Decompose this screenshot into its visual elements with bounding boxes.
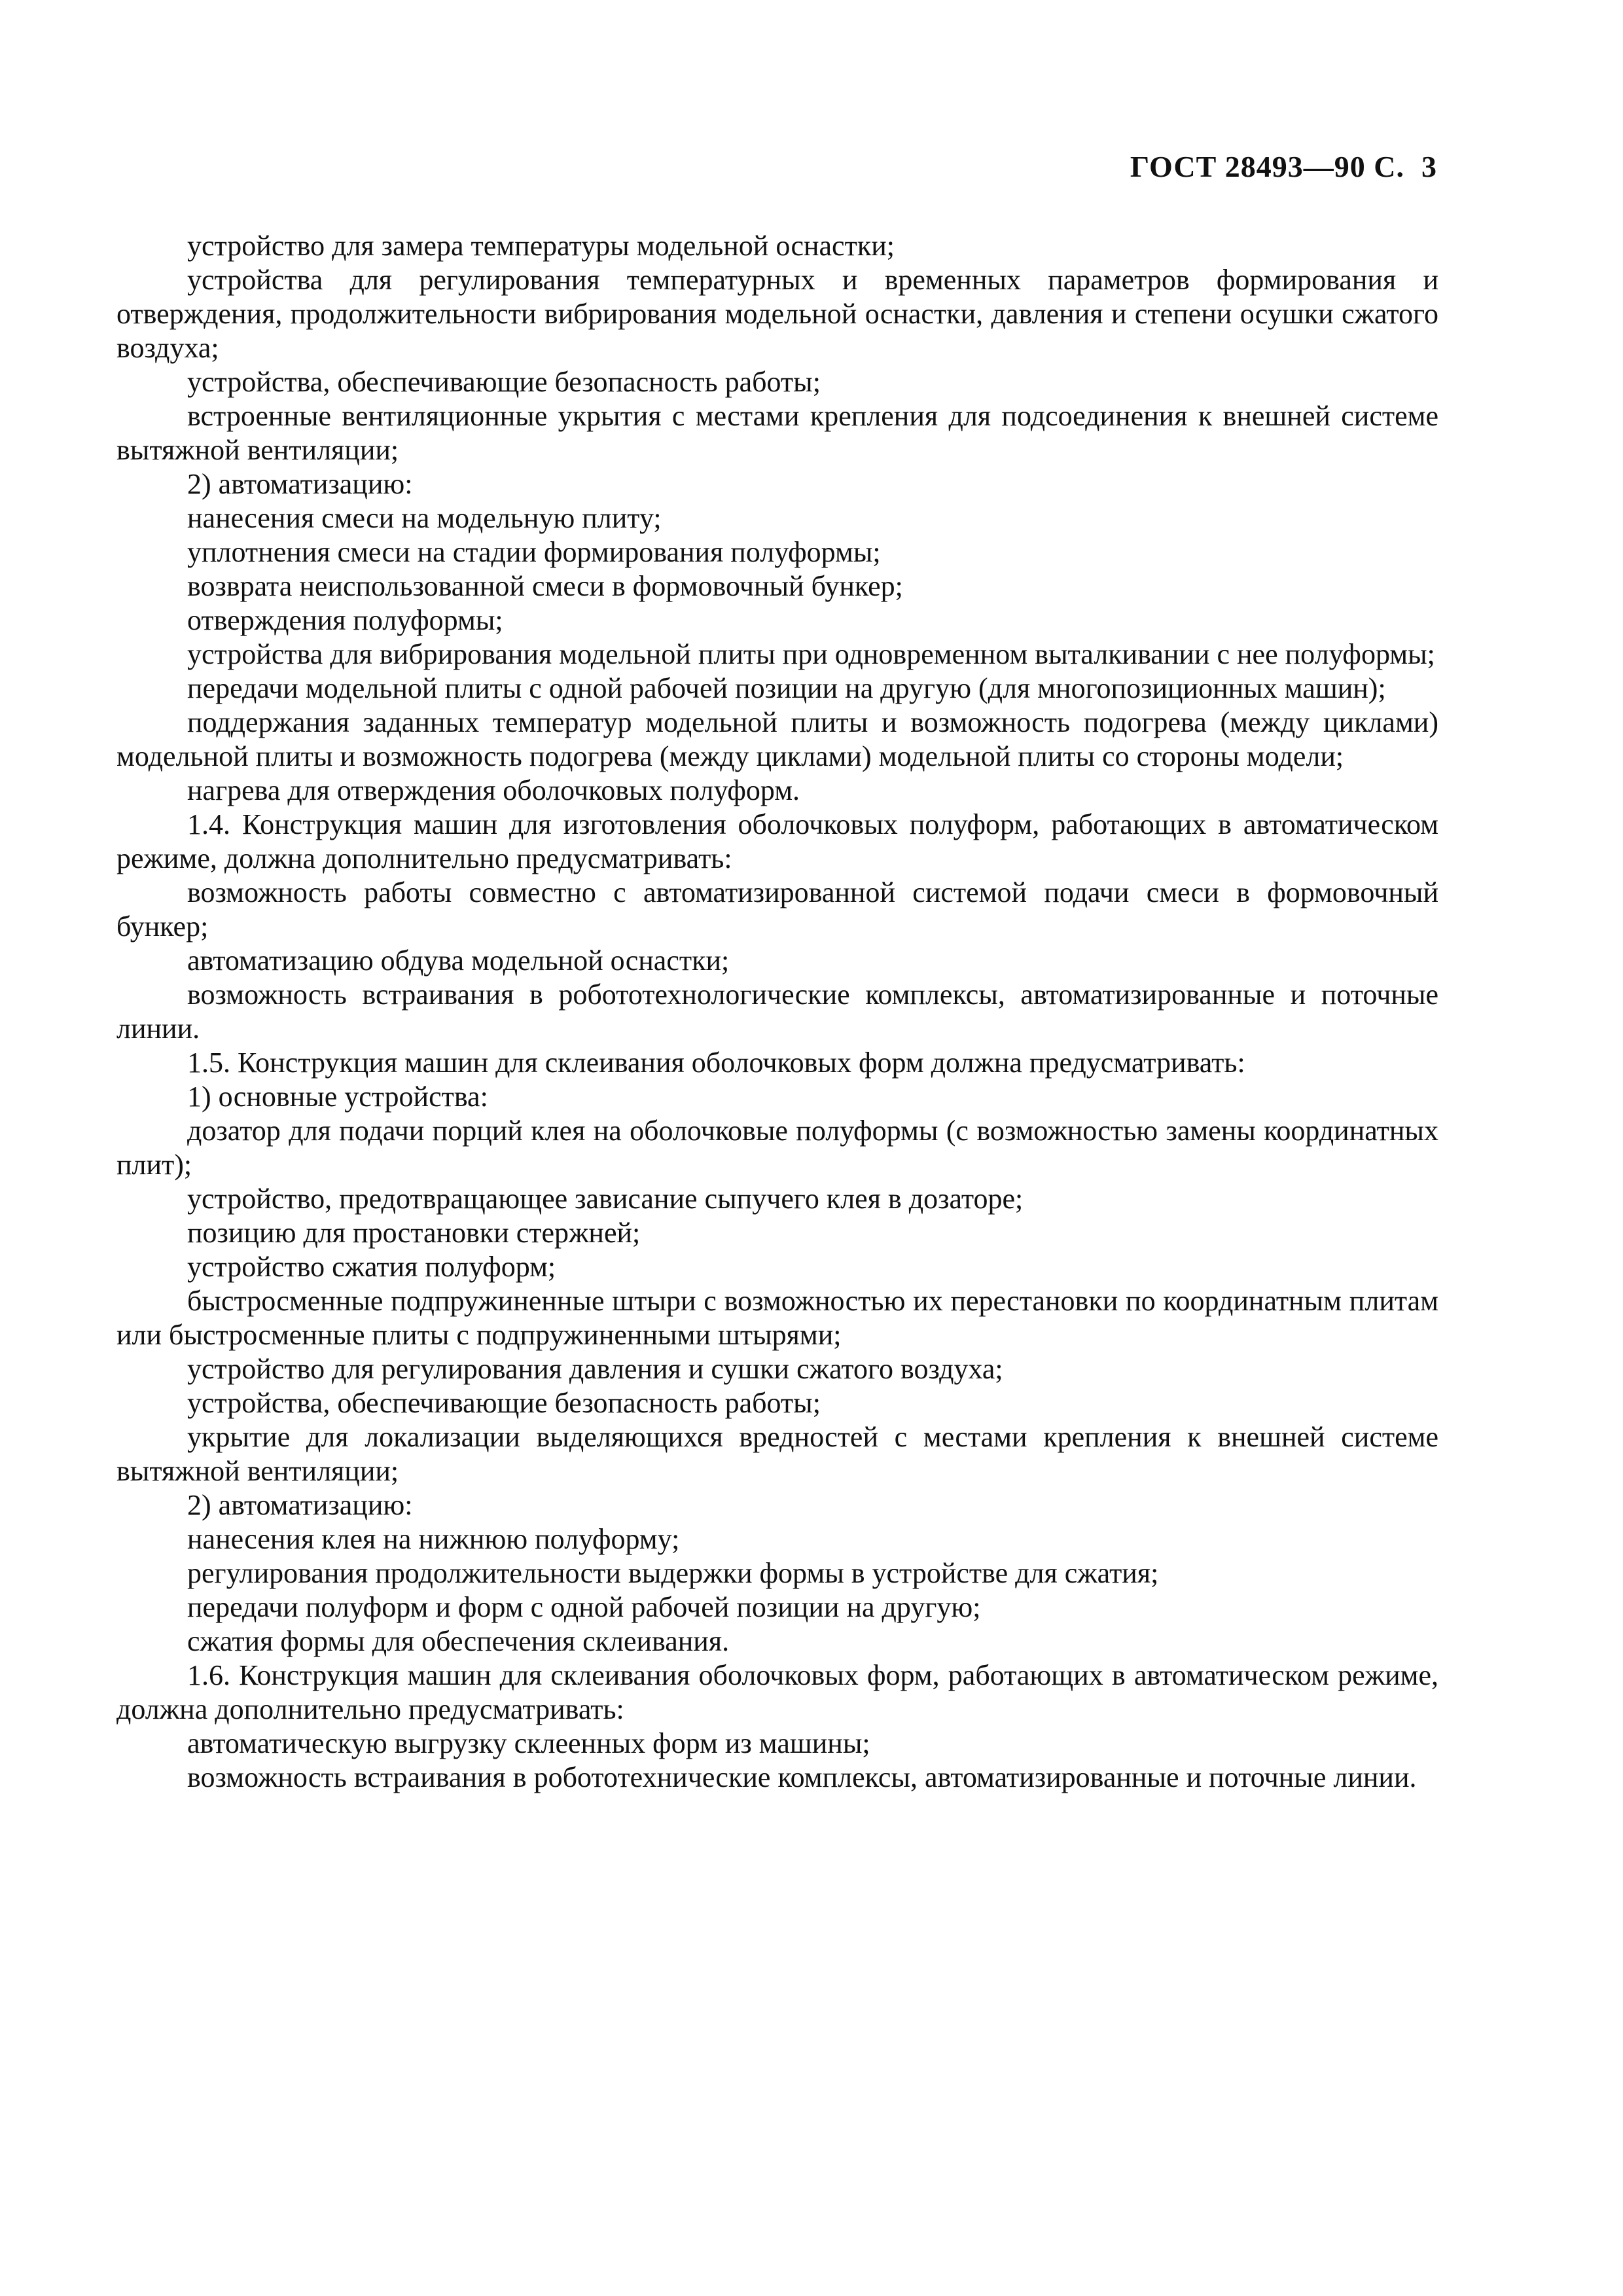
- paragraph: сжатия формы для обеспечения склеивания.: [187, 1625, 730, 1657]
- page-header: [1130, 149, 1437, 184]
- paragraph: быстросменные подпружиненные штыри с возможностью их перестановки по координатным плитам или быстросменные плиты с подпружиненными штырями;: [116, 1285, 1438, 1351]
- paragraph: нанесения смеси на модельную плиту;: [187, 502, 662, 534]
- paragraph: нагрева для отверждения оболочковых полуформ.: [187, 774, 800, 806]
- paragraph: передачи модельной плиты с одной рабочей позиции на другую (для многопозиционных машин);: [187, 672, 1386, 704]
- paragraph: укрытие для локализации выделяющихся вредностей с местами крепления к внешней системе вытяжной вентиляции;: [116, 1421, 1438, 1487]
- paragraph: устройства для регулирования температурных и временных параметров формирования и отверждения, продолжительности вибрирования модельной оснастки, давления и степени осушки сжатого воздуха;: [116, 264, 1438, 364]
- paragraph: отверждения полуформы;: [187, 604, 503, 636]
- paragraph: уплотнения смеси на стадии формирования полуформы;: [187, 536, 881, 568]
- list-heading: 2) автоматизацию:: [187, 468, 413, 500]
- paragraph: автоматизацию обдува модельной оснастки;: [187, 944, 730, 977]
- paragraph: возврата неиспользованной смеси в формовочный бункер;: [187, 570, 903, 602]
- paragraph: встроенные вентиляционные укрытия с местами крепления для подсоединения к внешней системе вытяжной вентиляции;: [116, 400, 1438, 466]
- paragraph: возможность работы совместно с автоматизированной системой подачи смеси в формовочный бункер;: [116, 876, 1438, 942]
- paragraph: дозатор для подачи порций клея на оболочковые полуформы (с возможностью замены координатных плит);: [116, 1115, 1438, 1181]
- paragraph: нанесения клея на нижнюю полуформу;: [187, 1523, 680, 1555]
- paragraph: устройства для вибрирования модельной плиты при одновременном выталкивании с нее полуформы;: [187, 638, 1435, 670]
- paragraph: передачи полуформ и форм с одной рабочей позиции на другую;: [187, 1591, 981, 1623]
- paragraph: устройство для замера температуры модельной оснастки;: [187, 230, 895, 262]
- paragraph: позицию для простановки стержней;: [187, 1217, 641, 1249]
- paragraph: автоматическую выгрузку склеенных форм из машины;: [187, 1727, 870, 1759]
- paragraph: устройства, обеспечивающие безопасность работы;: [187, 366, 821, 398]
- clause-1-6: 1.6. Конструкция машин для склеивания оболочковых форм, работающих в автоматическом режиме, должна дополнительно предусматривать:: [116, 1659, 1438, 1725]
- clause-1-4: 1.4. Конструкция машин для изготовления оболочковых полуформ, работающих в автоматическом режиме, должна дополнительно предусматривать:: [116, 808, 1438, 874]
- document-body: [116, 229, 1438, 1795]
- list-heading: 1) основные устройства:: [187, 1081, 488, 1113]
- list-heading: 2) автоматизацию:: [187, 1489, 413, 1521]
- clause-1-5: 1.5. Конструкция машин для склеивания оболочковых форм должна предусматривать:: [187, 1047, 1245, 1079]
- standard-designation: ГОСТ 28493—90 С.: [1130, 150, 1404, 183]
- paragraph: возможность встраивания в робототехнические комплексы, автоматизированные и поточные линии.: [187, 1761, 1417, 1793]
- paragraph: регулирования продолжительности выдержки формы в устройстве для сжатия;: [187, 1557, 1159, 1589]
- paragraph: поддержания заданных температур модельной плиты и возможность подогрева (между циклами) модельной плиты и возможность подогрева (между циклами) модельной плиты со стороны модели;: [116, 706, 1438, 772]
- paragraph: устройство сжатия полуформ;: [187, 1251, 556, 1283]
- paragraph: устройства, обеспечивающие безопасность работы;: [187, 1387, 821, 1419]
- paragraph: возможность встраивания в робототехнологические комплексы, автоматизированные и поточные линии.: [116, 978, 1438, 1045]
- paragraph: устройство для регулирования давления и сушки сжатого воздуха;: [187, 1353, 1003, 1385]
- page-number: 3: [1421, 150, 1437, 183]
- paragraph: устройство, предотвращающее зависание сыпучего клея в дозаторе;: [187, 1183, 1024, 1215]
